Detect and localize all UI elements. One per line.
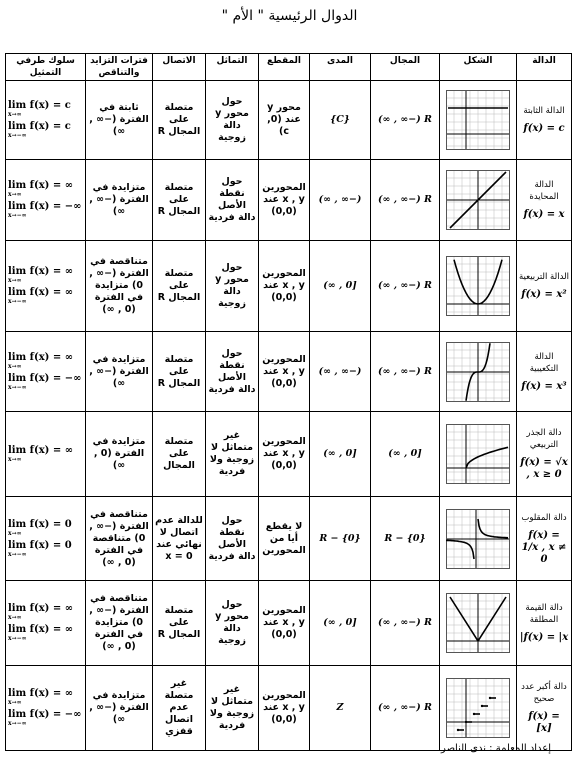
monotonic-value: متزايدة في الفترة (−∞ , ∞) (89, 182, 149, 217)
cell-intercept (259, 666, 310, 751)
cell-intercept (259, 412, 310, 497)
symmetry-value: حول محور y دالة زوجية (215, 599, 249, 646)
domain-value: R (−∞ , ∞) (378, 280, 432, 291)
range-value: (−∞ , ∞) (318, 194, 362, 205)
end-behavior-neg: lim f(x) = c x→−∞ (8, 121, 71, 139)
symmetry-value: حول محور y دالة زوجية (215, 262, 249, 309)
cell-continuity (153, 332, 206, 412)
symmetry-value: حول محور y دالة زوجية (215, 96, 249, 143)
header-graph: الشكل (440, 54, 517, 81)
header-domain: المجال (371, 54, 440, 81)
end-behavior-neg: lim f(x) = −∞ x→−∞ (8, 709, 82, 727)
continuity-value: متصلة على المجال R (157, 102, 201, 137)
cell-intercept (259, 81, 310, 160)
cell-continuity (153, 160, 206, 241)
cell-continuity (153, 81, 206, 160)
cell-end-behavior (6, 332, 86, 412)
table-row (6, 497, 572, 581)
end-behavior-pos: lim f(x) = c x→∞ (8, 100, 71, 118)
intercept-value: محور y عند (0, c) (267, 102, 301, 137)
cell-end-behavior (6, 160, 86, 241)
cell-range (310, 241, 371, 332)
cell-intercept (259, 160, 310, 241)
end-behavior-neg: lim f(x) = −∞ x→−∞ (8, 201, 82, 219)
function-equation: f(x) = x (523, 209, 565, 220)
intercept-value: المحورين x , y عند (0,0) (262, 690, 306, 725)
cell-symmetry (206, 497, 259, 581)
intercept-value: لا يقطع أيا من المحورين (262, 520, 306, 556)
cell-symmetry (206, 581, 259, 666)
cell-monotonic (86, 332, 153, 412)
continuity-value: متصلة على المجال R (157, 182, 201, 217)
cell-symmetry (206, 81, 259, 160)
header-function: الدالة (517, 54, 572, 81)
table-row (6, 241, 572, 332)
cell-continuity (153, 666, 206, 751)
cell-intercept (259, 332, 310, 412)
symmetry-value: حول نقطة الأصل دالة فردية (208, 347, 256, 395)
cell-end-behavior (6, 241, 86, 332)
cell-monotonic (86, 241, 153, 332)
cell-domain (371, 241, 440, 332)
cell-graph (440, 497, 517, 581)
cell-function (517, 497, 572, 581)
cell-function (517, 412, 572, 497)
end-behavior-pos: lim f(x) = ∞ x→∞ (8, 688, 74, 706)
header-symmetry: التماثل (206, 54, 259, 81)
cell-graph (440, 666, 517, 751)
continuity-value: متصلة على المجال R (157, 353, 201, 389)
range-value: [0 , ∞) (323, 280, 357, 291)
domain-value: R (−∞ , ∞) (378, 365, 432, 377)
domain-value: R − {0} (384, 532, 426, 544)
cell-monotonic (86, 81, 153, 160)
end-behavior-pos: lim f(x) = ∞ x→∞ (8, 180, 74, 198)
function-equation: f(x) = x³ (521, 380, 567, 392)
cell-range (310, 332, 371, 412)
function-name: الدالة التربيعية (519, 272, 569, 282)
cell-function (517, 81, 572, 160)
function-name: الدالة المحايدة (529, 180, 559, 202)
cell-continuity (153, 241, 206, 332)
cell-domain (371, 412, 440, 497)
header-monotonic: فترات التزايد والتناقص (86, 54, 153, 81)
table-row (6, 81, 572, 160)
monotonic-value: ثابتة في الفترة (−∞ , ∞) (89, 102, 149, 137)
intercept-value: المحورين x , y عند (0,0) (262, 605, 306, 640)
cell-symmetry (206, 412, 259, 497)
header-end-behavior: سلوك طرفي التمثيل (6, 54, 86, 81)
function-graph (442, 424, 514, 484)
table-row (6, 412, 572, 497)
cell-range (310, 497, 371, 581)
cell-range (310, 581, 371, 666)
cell-intercept (259, 241, 310, 332)
cell-end-behavior (6, 666, 86, 751)
cell-domain (371, 332, 440, 412)
cell-function (517, 332, 572, 412)
function-name: دالة الجذر التربيعي (526, 428, 562, 450)
function-name: الدالة التكعيبية (529, 351, 559, 374)
monotonic-value: متزايدة في الفترة (−∞ , ∞) (89, 353, 149, 389)
cell-graph (440, 241, 517, 332)
function-equation: f(x) = |x| (519, 632, 569, 643)
cell-end-behavior (6, 412, 86, 497)
domain-value: R (−∞ , ∞) (378, 702, 432, 713)
cell-continuity (153, 497, 206, 581)
monotonic-value: متناقصة في الفترة (−∞ , 0) متزايدة في الفترة (0 , ∞) (89, 593, 149, 652)
symmetry-value: غير متماثل لا زوجية ولا فردية (209, 430, 255, 477)
end-behavior-neg: lim f(x) = 0 x→−∞ (8, 539, 72, 558)
function-equation: f(x) = c (523, 123, 565, 134)
table-row (6, 332, 572, 412)
continuity-value: متصلة على المجال R (157, 268, 201, 303)
domain-value: R (−∞ , ∞) (378, 114, 432, 125)
cell-symmetry (206, 160, 259, 241)
cell-intercept (259, 497, 310, 581)
function-graph (442, 256, 514, 316)
cell-monotonic (86, 160, 153, 241)
cell-graph (440, 160, 517, 241)
cell-end-behavior (6, 81, 86, 160)
cell-range (310, 666, 371, 751)
function-name: دالة المقلوب (521, 512, 567, 523)
table-row (6, 666, 572, 751)
function-graph (442, 90, 514, 150)
end-behavior-neg: lim f(x) = ∞ x→−∞ (8, 624, 74, 642)
cell-symmetry (206, 332, 259, 412)
cell-graph (440, 81, 517, 160)
cell-graph (440, 412, 517, 497)
cell-function (517, 666, 572, 751)
continuity-value: متصلة على المجال (163, 436, 195, 471)
function-graph (442, 593, 514, 653)
header-intercept: المقطع (259, 54, 310, 81)
symmetry-value: حول نقطة الأصل دالة فردية (208, 176, 256, 223)
end-behavior-pos: lim f(x) = ∞ x→∞ (8, 266, 74, 284)
monotonic-value: متناقصة في الفترة (−∞ , 0) متزايدة في الفترة (0 , ∞) (89, 256, 149, 315)
cell-domain (371, 160, 440, 241)
function-name: دالة أكبر عدد صحيح (521, 682, 567, 704)
monotonic-value: متزايدة في الفترة (−∞ , ∞) (89, 690, 149, 725)
page-title: الدوال الرئيسية " الأم " (221, 8, 358, 24)
cell-monotonic (86, 666, 153, 751)
cell-symmetry (206, 666, 259, 751)
cell-domain (371, 81, 440, 160)
parent-functions-table (5, 53, 572, 751)
end-behavior-neg: lim f(x) = −∞ x→−∞ (8, 372, 82, 391)
cell-end-behavior (6, 497, 86, 581)
cell-function (517, 160, 572, 241)
range-value: (−∞ , ∞) (318, 365, 362, 377)
monotonic-value: متناقصة في الفترة (−∞ , 0) متناقصة في الفترة (0 , ∞) (89, 508, 149, 568)
range-value: Z (336, 702, 344, 713)
continuity-value: متصلة على المجال R (157, 605, 201, 640)
cell-range (310, 81, 371, 160)
cell-continuity (153, 412, 206, 497)
symmetry-value: حول نقطة الأصل دالة فردية (208, 514, 256, 562)
function-name: دالة القيمة المطلقة (525, 603, 563, 625)
cell-graph (440, 581, 517, 666)
header-continuity: الاتصال (153, 54, 206, 81)
function-name: الدالة الثابتة (523, 106, 565, 116)
cell-monotonic (86, 497, 153, 581)
range-value: [0 , ∞) (323, 448, 357, 459)
function-graph (442, 342, 514, 402)
cell-intercept (259, 581, 310, 666)
function-equation: f(x) = √x , x ≥ 0 (520, 457, 568, 480)
cell-function (517, 241, 572, 332)
range-value: R − {0} (319, 532, 361, 544)
intercept-value: المحورين x , y عند (0,0) (262, 353, 306, 389)
end-behavior-pos: lim f(x) = ∞ x→∞ (8, 444, 74, 463)
symmetry-value: غير متماثل لا زوجية ولا فردية (209, 684, 255, 731)
function-equation: f(x) = 1/x , x ≠ 0 (521, 529, 567, 565)
cell-function (517, 581, 572, 666)
cell-range (310, 160, 371, 241)
cell-symmetry (206, 241, 259, 332)
cell-monotonic (86, 412, 153, 497)
domain-value: R (−∞ , ∞) (378, 617, 432, 628)
cell-continuity (153, 581, 206, 666)
table-row (6, 581, 572, 666)
function-graph (442, 678, 514, 738)
end-behavior-pos: lim f(x) = ∞ x→∞ (8, 351, 74, 370)
function-equation: f(x) = [x] (528, 711, 560, 734)
table-row (6, 160, 572, 241)
function-graph (442, 509, 514, 569)
cell-range (310, 412, 371, 497)
function-equation: f(x) = x² (521, 289, 567, 300)
cell-domain (371, 581, 440, 666)
cell-graph (440, 332, 517, 412)
cell-domain (371, 666, 440, 751)
cell-end-behavior (6, 581, 86, 666)
continuity-value: غير متصلة عدم اتصال قفزي (164, 678, 194, 737)
end-behavior-pos: lim f(x) = 0 x→∞ (8, 518, 72, 537)
header-range: المدى (310, 54, 371, 81)
range-value: {C} (330, 114, 350, 125)
domain-value: [0 , ∞) (388, 448, 422, 459)
continuity-value: للدالة عدم اتصال لا نهائي عند x = 0 (155, 514, 203, 562)
intercept-value: المحورين x , y عند (0,0) (262, 268, 306, 303)
cell-monotonic (86, 581, 153, 666)
function-graph (442, 170, 514, 230)
domain-value: R (−∞ , ∞) (378, 194, 432, 205)
cell-domain (371, 497, 440, 581)
intercept-value: المحورين x , y عند (0,0) (262, 182, 306, 217)
monotonic-value: متزايدة في الفترة (0 , ∞) (92, 436, 146, 471)
intercept-value: المحورين x , y عند (0,0) (262, 436, 306, 471)
header-row (6, 54, 572, 81)
footer-credit: إعداد المعلمة : ندى الناصر (441, 743, 551, 754)
range-value: [0 , ∞) (323, 617, 357, 628)
end-behavior-pos: lim f(x) = ∞ x→∞ (8, 603, 74, 621)
end-behavior-neg: lim f(x) = ∞ x→−∞ (8, 287, 74, 305)
